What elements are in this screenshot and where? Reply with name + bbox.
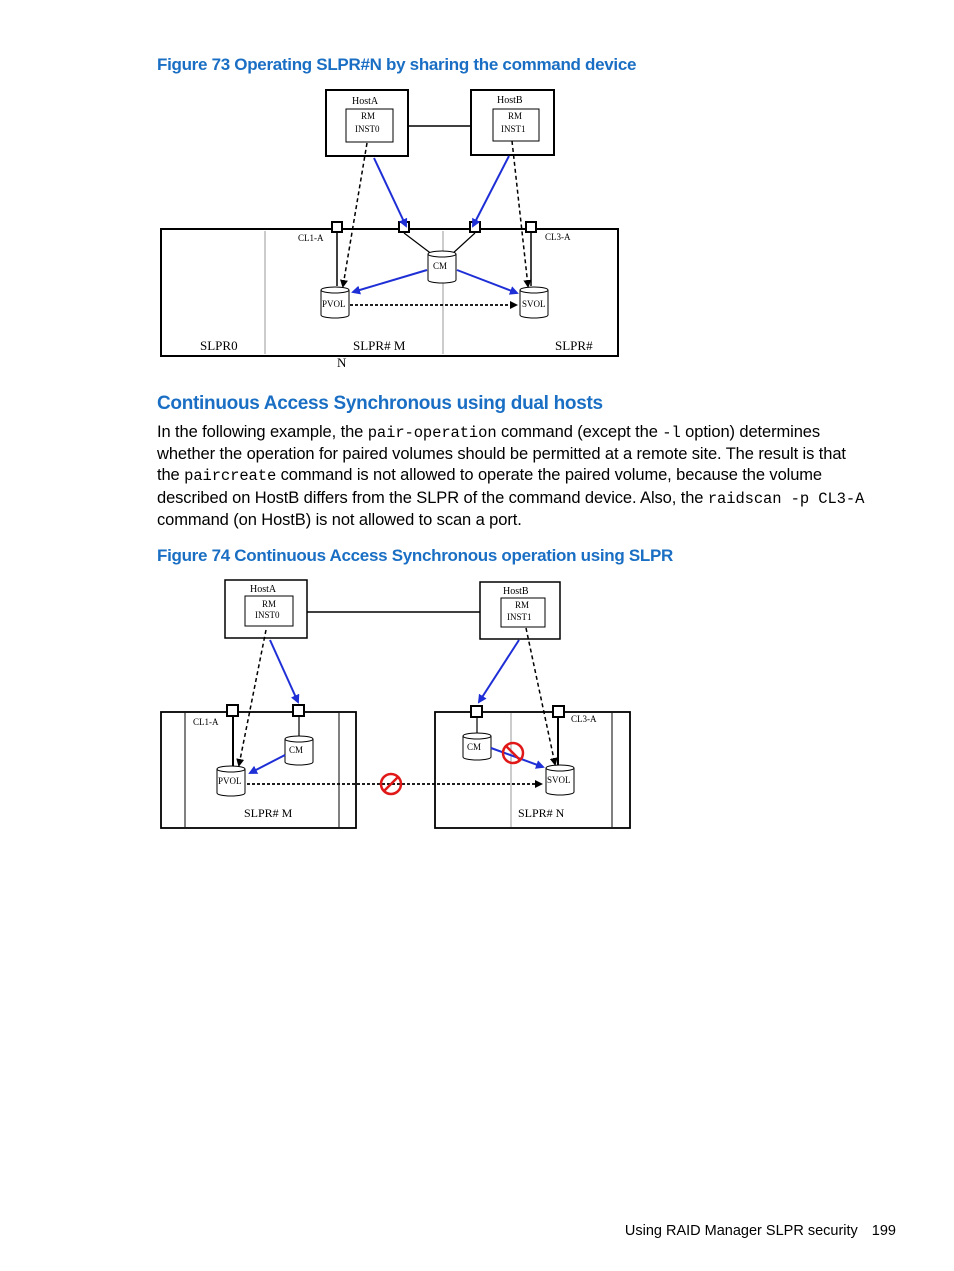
rm-label: RM <box>508 111 523 121</box>
rm-label: RM <box>515 600 530 610</box>
port-cl1a <box>332 222 342 232</box>
rm-label: RM <box>262 599 277 609</box>
host-b-label: HostB <box>497 95 523 106</box>
pvol-label: PVOL <box>218 776 242 786</box>
cm-volume <box>285 736 313 765</box>
slpr-n-wrap-label: N <box>337 355 347 370</box>
pvol-label: PVOL <box>322 299 346 309</box>
code-raidscan: raidscan -p CL3-A <box>707 489 865 508</box>
code-paircreate: paircreate <box>184 467 277 486</box>
rm-label: RM <box>361 111 376 121</box>
cm-label: CM <box>289 745 304 755</box>
blue-arrow <box>479 640 519 702</box>
host-b-box <box>471 90 554 155</box>
host-a-label: HostA <box>352 96 379 107</box>
figure-74-title: Figure 74 Continuous Access Synchronous operation using SLPR <box>157 546 673 565</box>
cl3a-label: CL3-A <box>571 714 597 724</box>
inst1-label: INST1 <box>507 612 532 622</box>
cm-volume <box>428 251 456 283</box>
body-paragraph <box>157 422 902 531</box>
inst0-label: INST0 <box>355 124 380 134</box>
svol-volume <box>546 765 574 795</box>
page-number: 199 <box>871 1223 896 1239</box>
port <box>293 705 304 716</box>
text: command (except the <box>496 423 663 441</box>
cm-volume <box>463 733 491 760</box>
pvol-volume <box>321 287 349 318</box>
cl1a-label: CL1-A <box>193 717 219 727</box>
page-footer <box>625 1223 896 1239</box>
text: command (on HostB) is not allowed to scan a port. <box>157 510 522 529</box>
text: the <box>157 466 185 485</box>
text: In the following example, the <box>157 423 368 441</box>
port-cl3a <box>553 706 564 717</box>
slpr-n-label: SLPR# N <box>518 806 565 820</box>
host-a-box <box>225 580 307 638</box>
slpr-m-label: SLPR# M <box>244 806 293 820</box>
svol-label: SVOL <box>547 775 571 785</box>
slpr0-label: SLPR0 <box>200 338 238 353</box>
code-pair-operation: pair-operation <box>367 424 497 442</box>
storage-frame <box>161 229 618 356</box>
cl1a-label: CL1-A <box>298 233 324 243</box>
figure-73-title: Figure 73 Operating SLPR#N by sharing the command device <box>157 55 637 74</box>
pvol-volume <box>217 766 245 796</box>
svol-label: SVOL <box>522 299 546 309</box>
port <box>471 706 482 717</box>
svol-volume <box>520 287 548 318</box>
cl3a-label: CL3-A <box>545 232 571 242</box>
blue-arrow <box>473 156 509 226</box>
text: whether the operation for paired volumes should be permitted at a remote site. The result is that <box>157 445 846 464</box>
text: command is not allowed to operate the paired volume, because the volume <box>276 466 823 485</box>
figure-74-diagram <box>161 580 630 828</box>
text: described on HostB differs from the SLPR of the command device. Also, the <box>157 488 708 507</box>
inst1-label: INST1 <box>501 124 526 134</box>
slpr-m-label: SLPR# M <box>353 338 406 353</box>
text: option) determines <box>680 423 821 441</box>
cm-label: CM <box>467 742 482 752</box>
inst0-label: INST0 <box>255 610 280 620</box>
blue-arrow <box>374 158 406 226</box>
cm-label: CM <box>433 261 448 271</box>
blue-arrow <box>270 640 298 702</box>
port-cl1a <box>227 705 238 716</box>
host-a-label: HostA <box>250 584 277 595</box>
slpr-n-label: SLPR# <box>555 338 593 353</box>
host-b-label: HostB <box>503 586 529 597</box>
section-title: Continuous Access Synchronous using dual hosts <box>157 393 603 414</box>
code-option: -l <box>662 424 681 442</box>
port-cl3a <box>526 222 536 232</box>
host-b-box <box>480 582 560 639</box>
footer-text: Using RAID Manager SLPR security <box>624 1223 858 1239</box>
